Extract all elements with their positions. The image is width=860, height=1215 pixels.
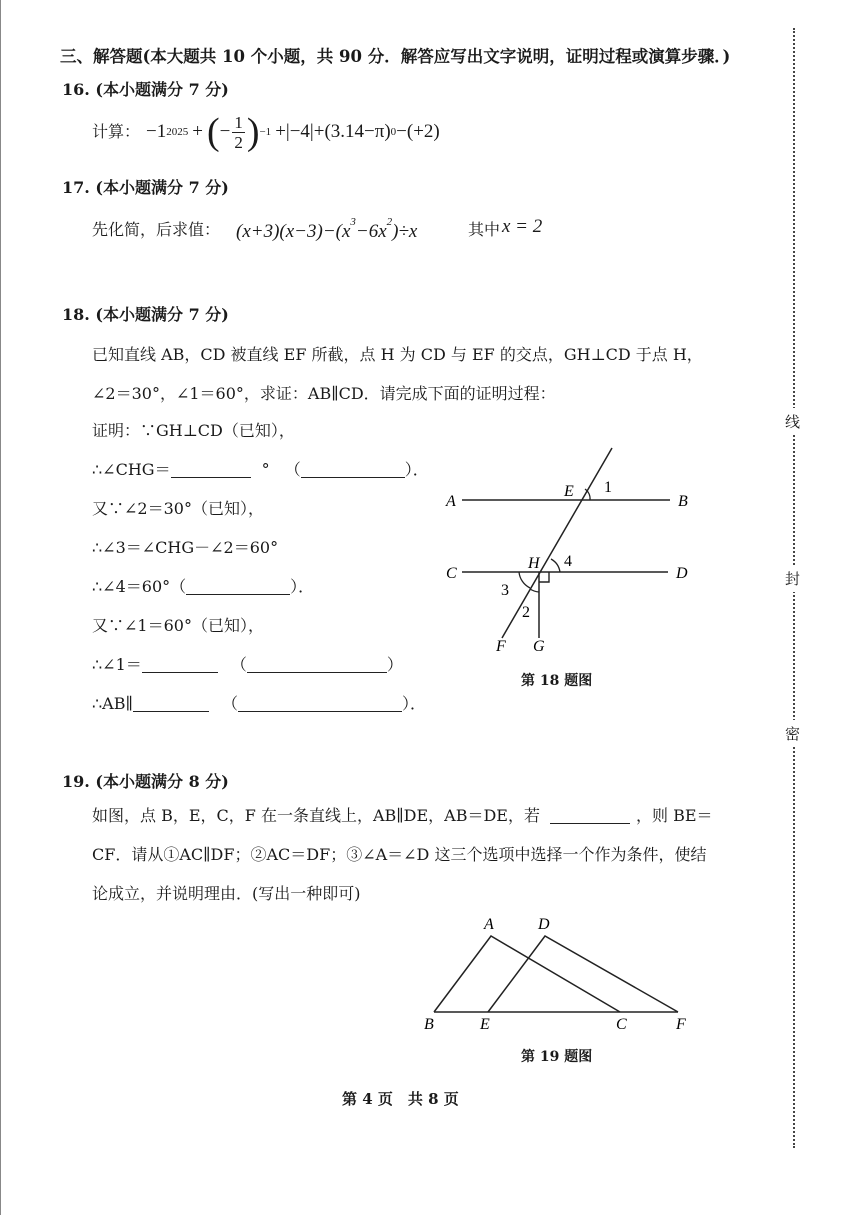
reason-blank[interactable] [238, 695, 402, 712]
q19-points: (本小题满分 8 分) [95, 772, 229, 791]
q19-line1: 如图，点 B，E，C，F 在一条直线上，AB∥DE，AB＝DE，若 ，则 BE＝ [92, 806, 713, 825]
proof-line-2: ∴∠CHG＝ ° （ ）． [92, 460, 429, 479]
proof-line-4: ∴∠3＝∠CHG－∠2＝60° [92, 538, 279, 557]
left-border [0, 0, 1, 1215]
q17-points: (本小题满分 7 分) [95, 178, 229, 197]
side-label-mi: 密 [785, 720, 800, 747]
triangle-DEF [488, 936, 678, 1012]
label-E: E [480, 1016, 490, 1033]
q19-line2: CF．请从①AC∥DF；②AC＝DF；③∠A＝∠D 这三个选项中选择一个作为条件，使结 [92, 845, 707, 864]
reason-blank[interactable] [301, 461, 405, 478]
angle-4-arc [551, 559, 560, 572]
q17-heading [62, 178, 229, 198]
label-C: C [616, 1016, 627, 1033]
q17-prompt: 先化简，后求值： [92, 220, 221, 239]
label-angle-3: 3 [501, 582, 509, 599]
answer-blank[interactable] [133, 695, 209, 712]
label-D: D [676, 565, 688, 582]
label-B: B [424, 1016, 434, 1033]
label-C: C [446, 565, 457, 582]
q19-line3: 论成立，并说明理由．(写出一种即可) [92, 884, 361, 903]
q18-line1: 已知直线 AB，CD 被直线 EF 所截，点 H 为 CD 与 EF 的交点，GH⊥CD 于点 H， [92, 345, 703, 364]
q18-line2: ∠2＝30°，∠1＝60°，求证：AB∥CD．请完成下面的证明过程： [92, 384, 556, 403]
label-angle-4: 4 [564, 553, 572, 570]
reason-blank[interactable] [247, 656, 387, 673]
q18-figure [440, 442, 710, 667]
q16-number: 16. [62, 80, 90, 99]
q16-expression: −1 2025 + ( − $\frac{1}{2}$ ) −1 +|−4|+ (3.14−π) 0 −(+2) [146, 111, 440, 153]
q17-where: 其中 [468, 220, 501, 239]
label-B: B [678, 493, 688, 510]
q18-caption: 第 18 题图 [521, 673, 593, 689]
q17-expression: $(x+3)(x-3)-(x^3-6x^2)\div x$ [236, 216, 418, 242]
proof-line-3: 又∵∠2＝30°（已知）， [92, 499, 264, 518]
q18-heading [62, 305, 229, 325]
reason-blank[interactable] [186, 578, 290, 595]
label-H: H [528, 555, 540, 572]
line-EF [502, 448, 612, 638]
section-header: 三、解答题(本大题共 10 个小题，共 90 分．解答应写出文字说明，证明过程或演算步骤．) [60, 47, 731, 66]
fraction-one-half: $\frac{1}{2}$ [234, 112, 243, 152]
label-D: D [538, 916, 550, 933]
page-footer: 第 4 页 共 8 页 [342, 1090, 459, 1108]
q19-heading [62, 772, 229, 792]
label-angle-2: 2 [522, 604, 530, 621]
angle-3-arc [519, 572, 530, 588]
q16-heading [62, 80, 229, 100]
triangle-ABC [434, 936, 620, 1012]
q19-number: 19. [62, 772, 90, 791]
label-F: F [676, 1016, 686, 1033]
side-label-xian: 线 [785, 408, 800, 435]
answer-blank[interactable] [142, 656, 218, 673]
q19-figure [420, 912, 700, 1038]
q18-number: 18. [62, 305, 90, 324]
label-G: G [533, 638, 545, 655]
label-A: A [484, 916, 494, 933]
q18-points: (本小题满分 7 分) [95, 305, 229, 324]
label-angle-1: 1 [604, 479, 612, 496]
proof-line-7: ∴∠1＝ （ ） [92, 655, 403, 674]
angle-2-arc [530, 589, 539, 592]
proof-line-6: 又∵∠1＝60°（已知）， [92, 616, 264, 635]
q17-number: 17. [62, 178, 90, 197]
proof-line-8: ∴AB∥ （ ）． [92, 694, 427, 713]
proof-line-1: 证明：∵GH⊥CD（已知）， [92, 421, 295, 440]
q19-caption: 第 19 题图 [521, 1049, 593, 1065]
label-F: F [496, 638, 506, 655]
q16-points: (本小题满分 7 分) [95, 80, 229, 99]
label-A: A [446, 493, 456, 510]
q16-prompt: 计算： [92, 122, 141, 141]
answer-blank[interactable] [171, 461, 251, 478]
proof-line-5: ∴∠4＝60°（ ）． [92, 577, 315, 596]
q17-condition: x = 2 [502, 216, 543, 237]
label-E: E [564, 483, 574, 500]
side-label-feng: 封 [785, 565, 800, 592]
condition-blank[interactable] [550, 807, 630, 824]
right-angle-mark [539, 572, 549, 582]
